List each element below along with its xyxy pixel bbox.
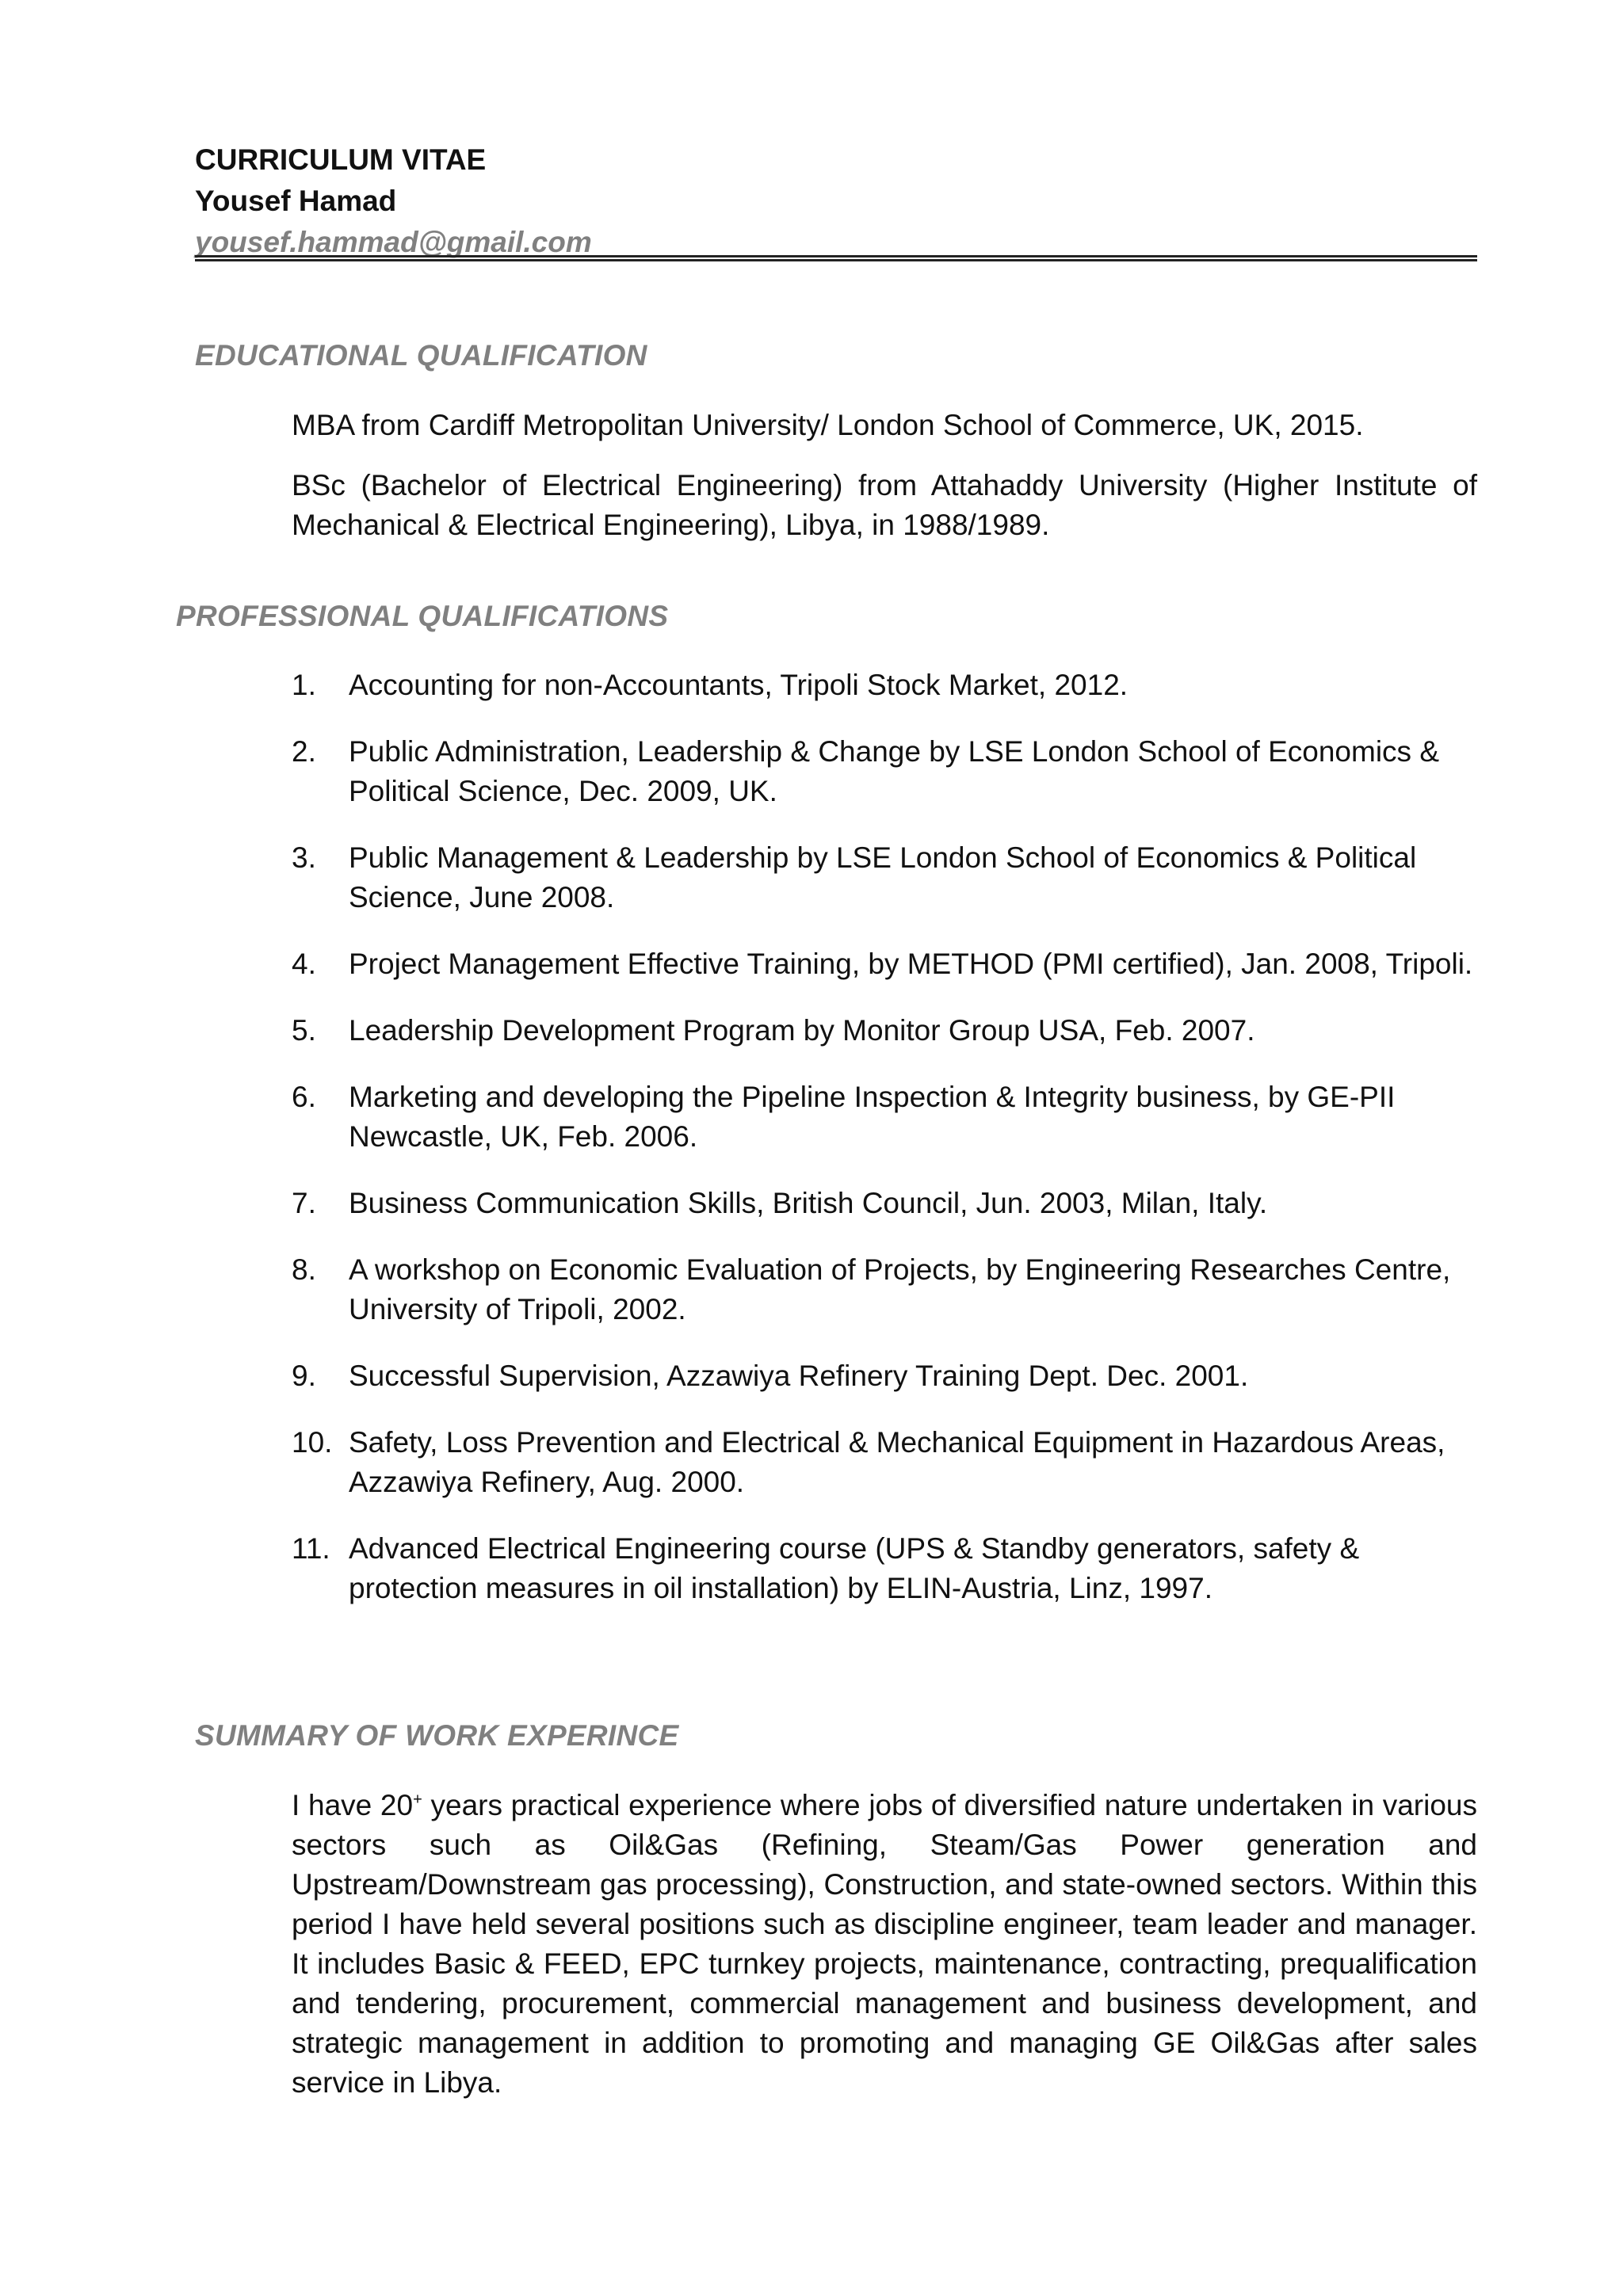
list-item [292, 732, 1477, 811]
list-text: Business Communication Skills, British Council, Jun. 2003, Milan, Italy. [349, 1187, 1268, 1219]
list-item [292, 1529, 1477, 1608]
list-number: 9. [292, 1360, 316, 1392]
cv-title: CURRICULUM VITAE [195, 143, 487, 176]
list-text: Advanced Electrical Engineering course (UPS & Standby generators, safety & protection measures in oil installation) by ELIN-Austria, Linz, 1997. [349, 1532, 1360, 1604]
work-summary [292, 1786, 1477, 2103]
list-text: Successful Supervision, Azzawiya Refinery Training Dept. Dec. 2001. [349, 1360, 1249, 1392]
work-superscript: + [413, 1791, 422, 1809]
education-item-mba: MBA from Cardiff Metropolitan University/ London School of Commerce, UK, 2015. [292, 409, 1364, 441]
cv-email[interactable]: yousef.hammad@gmail.com [195, 226, 592, 258]
list-text: Public Administration, Leadership & Change by LSE London School of Economics & Political Science, Dec. 2009, UK. [349, 735, 1439, 807]
list-item [292, 1011, 1477, 1051]
list-number: 11. [292, 1532, 330, 1565]
list-item [292, 1423, 1477, 1502]
cv-name: Yousef Hamad [195, 185, 397, 217]
list-item [292, 1184, 1477, 1223]
cv-header [195, 139, 1477, 263]
professional-heading: PROFESSIONAL QUALIFICATIONS [176, 600, 669, 632]
qualification-list [292, 666, 1477, 1635]
list-number: 7. [292, 1187, 316, 1219]
list-number: 10. [292, 1426, 333, 1459]
education-heading: EDUCATIONAL QUALIFICATION [195, 339, 647, 372]
work-text: years practical experience where jobs of diversified nature undertaken in various sectors such as Oil&Gas (Refining, Steam/Gas Power generation and Upstream/Downstream gas processing), Construction, and state-owned sectors. Within this period I have held several positions such as discipline engineer, team leader and manager. It includes Basic & FEED, EPC turnkey projects, maintenance, contracting, prequalification and tendering, procurement, commercial management and business development, and strategic management in addition to promoting and managing GE Oil&Gas after sales service in Libya. [292, 1789, 1478, 2099]
list-text: Project Management Effective Training, by METHOD (PMI certified), Jan. 2008, Tripoli. [349, 948, 1473, 980]
education-item-bsc: BSc (Bachelor of Electrical Engineering) from Attahaddy University (Higher Institute of Mechanical & Electrical Engineering), Libya, in 1988/1989. [292, 469, 1477, 541]
list-item [292, 1077, 1477, 1157]
list-text: Safety, Loss Prevention and Electrical & Mechanical Equipment in Hazardous Areas, Azzawiya Refinery, Aug. 2000. [349, 1426, 1445, 1498]
list-number: 8. [292, 1253, 316, 1286]
work-heading: SUMMARY OF WORK EXPERINCE [195, 1719, 679, 1752]
header-divider [195, 255, 1477, 261]
list-number: 3. [292, 841, 316, 874]
list-number: 1. [292, 669, 316, 701]
list-number: 4. [292, 948, 316, 980]
list-item [292, 1250, 1477, 1329]
list-item [292, 1356, 1477, 1396]
list-number: 6. [292, 1081, 316, 1113]
list-number: 2. [292, 735, 316, 768]
list-text: Marketing and developing the Pipeline Inspection & Integrity business, by GE-PII Newcastle, UK, Feb. 2006. [349, 1081, 1396, 1153]
list-item [292, 944, 1477, 984]
list-text: Public Management & Leadership by LSE London School of Economics & Political Science, June 2008. [349, 841, 1417, 913]
list-number: 5. [292, 1014, 316, 1047]
list-text: Leadership Development Program by Monitor Group USA, Feb. 2007. [349, 1014, 1255, 1047]
list-text: Accounting for non-Accountants, Tripoli Stock Market, 2012. [349, 669, 1128, 701]
list-item [292, 838, 1477, 917]
list-text: A workshop on Economic Evaluation of Projects, by Engineering Researches Centre, University of Tripoli, 2002. [349, 1253, 1451, 1325]
list-item [292, 666, 1477, 705]
work-intro: I have 20 [292, 1789, 414, 1821]
